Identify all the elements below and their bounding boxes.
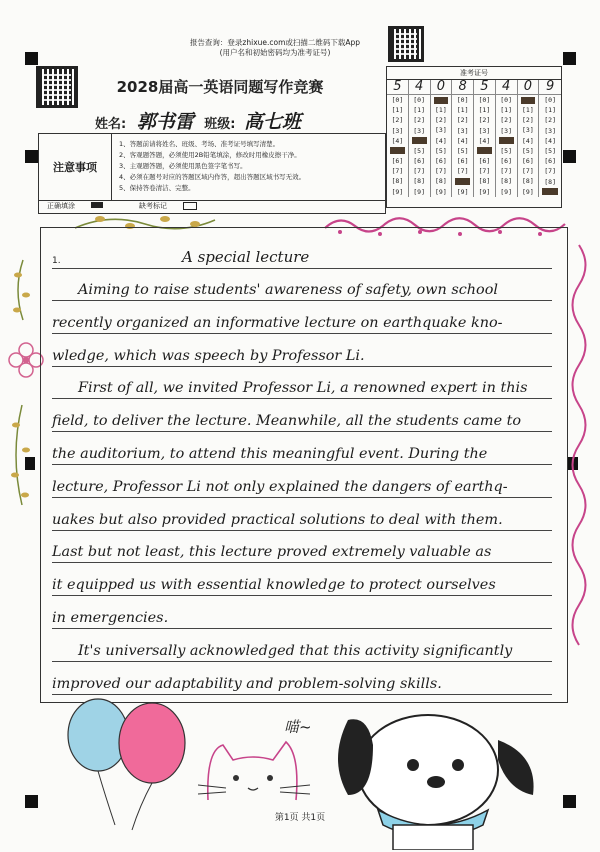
essay-line xyxy=(52,629,552,662)
answer-bubble: [2] xyxy=(544,116,556,125)
answer-bubble: [8] xyxy=(391,177,404,186)
vine-decoration xyxy=(6,400,38,510)
answer-bubble: [4] xyxy=(435,136,447,145)
answer-bubble: [1] xyxy=(413,106,425,115)
exam-id-digit: 5 xyxy=(387,80,408,95)
answer-bubble: [3] xyxy=(413,126,425,135)
answer-bubble: [8] xyxy=(456,177,469,185)
answer-bubble: [5] xyxy=(413,146,425,155)
answer-bubble: [1] xyxy=(456,106,469,115)
class-value: 高七班 xyxy=(244,111,302,133)
registration-mark xyxy=(25,795,38,808)
exam-id-grid xyxy=(387,80,561,197)
answer-bubble: [5] xyxy=(478,146,491,155)
registration-mark xyxy=(25,52,38,65)
dog-drawing xyxy=(318,700,568,850)
notice-item: 4、必须在题号对应的答题区域内作答，超出答题区域书写无效。 xyxy=(119,173,306,181)
registration-mark xyxy=(563,150,576,163)
answer-bubble: [7] xyxy=(456,167,469,176)
essay-line-text: field, to deliver the lecture. Meanwhile, all the students came to xyxy=(52,413,522,430)
answer-bubble: [9] xyxy=(500,187,512,196)
essay-line xyxy=(52,465,552,498)
name-label: 姓名: xyxy=(95,117,127,132)
essay-line xyxy=(52,268,552,301)
essay-title: A special lecture xyxy=(182,248,310,266)
notice-item: 5、保持答卷清洁、完整。 xyxy=(119,184,195,192)
essay-line-text: wledge, which was speech by Professor Li. xyxy=(52,347,365,364)
answer-bubble: [2] xyxy=(435,116,447,125)
answer-bubble: [1] xyxy=(500,106,512,115)
answer-bubble: [3] xyxy=(478,126,491,135)
pink-wave-border xyxy=(564,240,594,670)
answer-bubble: [3] xyxy=(522,126,534,135)
answer-bubble: [9] xyxy=(544,187,556,196)
essay-line xyxy=(52,301,552,334)
answer-bubble: [6] xyxy=(522,156,534,165)
answer-bubble: [4] xyxy=(500,136,512,145)
essay-title-line xyxy=(52,236,552,269)
name-row xyxy=(95,107,301,134)
answer-bubble: [5] xyxy=(544,146,556,155)
vine-decoration xyxy=(8,255,38,325)
essay-line-text: lecture, Professor Li not only explained the dangers of earthq- xyxy=(52,478,508,495)
exam-id-column xyxy=(474,80,496,197)
answer-bubble: [8] xyxy=(435,177,447,186)
answer-bubble: [9] xyxy=(522,187,534,196)
answer-bubble: [0] xyxy=(413,96,425,104)
answer-bubble: [0] xyxy=(500,96,512,104)
correct-fill-label: 正确填涂 xyxy=(47,202,75,210)
answer-bubble: [3] xyxy=(435,126,447,135)
answer-bubble: [3] xyxy=(456,126,469,135)
answer-bubble: [2] xyxy=(500,116,512,125)
exam-id-digit: 9 xyxy=(539,80,561,95)
answer-bubble: [9] xyxy=(391,187,404,196)
exam-id-column xyxy=(431,80,453,197)
answer-bubble: [0] xyxy=(522,95,534,104)
answer-bubble: [8] xyxy=(478,177,491,186)
answer-bubble: [9] xyxy=(478,187,491,196)
answer-bubble: [4] xyxy=(391,136,404,145)
meow-text: 喵~ xyxy=(284,718,312,736)
exam-title: 2028届高一英语同题写作竞赛 xyxy=(116,78,324,96)
answer-bubble: [4] xyxy=(478,136,491,145)
answer-bubble: [4] xyxy=(413,136,425,145)
class-label: 班级: xyxy=(204,117,236,132)
answer-bubble: [1] xyxy=(478,106,491,115)
answer-bubble: [7] xyxy=(522,167,534,176)
instruction-line: 报告查询：登录zhixue.com或扫描二维码下载App xyxy=(189,38,361,47)
exam-id-digit: 4 xyxy=(496,80,517,95)
answer-bubble: [1] xyxy=(544,106,556,115)
answer-bubble: [9] xyxy=(435,187,447,196)
cat-doodle xyxy=(198,730,313,820)
essay-line-text: in emergencies. xyxy=(52,610,169,626)
notice-item: 2、客观题答题，必须使用2B铅笔填涂，修改时用橡皮擦干净。 xyxy=(119,151,301,159)
name-value: 郭书雷 xyxy=(136,111,194,133)
essay-line xyxy=(52,399,552,432)
answer-bubble: [7] xyxy=(500,167,512,176)
registration-mark xyxy=(563,52,576,65)
answer-bubble: [4] xyxy=(522,136,534,145)
exam-id-column xyxy=(387,80,409,197)
answer-bubble: [5] xyxy=(391,146,404,155)
answer-bubble: [6] xyxy=(391,156,404,165)
answer-bubble: [0] xyxy=(478,96,491,104)
essay-line xyxy=(52,366,552,399)
qr-code-icon xyxy=(388,26,424,62)
exam-id-digit: 0 xyxy=(431,80,452,95)
answer-bubble: [1] xyxy=(435,106,447,114)
answer-bubble: [6] xyxy=(413,156,425,165)
notice-box xyxy=(38,133,386,201)
answer-bubble: [2] xyxy=(478,116,491,125)
exam-id-column xyxy=(452,80,474,197)
exam-id-label: 准考证号 xyxy=(387,67,561,80)
answer-bubble: [8] xyxy=(544,177,556,186)
answer-bubble: [8] xyxy=(500,177,512,186)
notice-item: 1、答题前请将姓名、班级、考场、准考证号填写清楚。 xyxy=(119,140,280,148)
exam-id-digit: 5 xyxy=(474,80,495,95)
answer-bubble: [6] xyxy=(544,157,556,166)
answer-bubble: [2] xyxy=(391,116,404,125)
essay-line xyxy=(52,530,552,563)
registration-mark xyxy=(25,150,38,163)
notice-list xyxy=(119,139,305,194)
answer-bubble: [2] xyxy=(522,116,534,125)
essay-line xyxy=(52,662,552,695)
answer-bubble: [0] xyxy=(435,95,447,104)
question-number: 1. xyxy=(52,256,61,266)
exam-id-digit: 0 xyxy=(518,80,539,95)
notice-item: 3、主观题答题，必须使用黑色签字笔书写。 xyxy=(119,162,247,170)
answer-bubble: [0] xyxy=(456,96,469,104)
essay-line xyxy=(52,334,552,367)
essay-line-text: First of all, we invited Professor Li, a renowned expert in this xyxy=(78,380,528,397)
answer-bubble: [8] xyxy=(413,177,425,186)
essay-line-text: Aiming to raise students' awareness of safety, own school xyxy=(78,282,498,298)
exam-id-column xyxy=(409,80,431,197)
answer-bubble: [6] xyxy=(456,157,469,166)
answer-bubble: [7] xyxy=(544,167,556,176)
essay-line-text: it equipped us with essential knowledge to protect ourselves xyxy=(52,577,496,594)
answer-bubble: [9] xyxy=(413,187,425,196)
answer-bubble: [1] xyxy=(391,106,404,115)
answer-bubble: [5] xyxy=(435,146,447,155)
answer-bubble: [6] xyxy=(435,156,447,165)
exam-id-column xyxy=(496,80,518,197)
essay-line xyxy=(52,596,552,629)
answer-bubble: [1] xyxy=(522,106,534,114)
answer-bubble: [9] xyxy=(456,187,469,196)
essay-line-text: It's universally acknowledged that this activity significantly xyxy=(78,642,513,659)
exam-id-digit: 4 xyxy=(409,80,430,95)
exam-id-box xyxy=(386,66,562,208)
answer-bubble: [2] xyxy=(456,116,469,125)
essay-line-text: recently organized an informative lecture on earthquake kno- xyxy=(52,314,503,331)
answer-bubble: [3] xyxy=(391,126,404,135)
instruction-text xyxy=(170,38,380,58)
page-number: 第1页 共1页 xyxy=(274,813,326,823)
answer-bubble: [0] xyxy=(391,96,404,104)
essay-line xyxy=(52,498,552,531)
notice-label: 注意事项 xyxy=(39,134,112,200)
absent-label: 缺考标记 xyxy=(139,202,167,210)
essay-line-text: improved our adaptability and problem-solving skills. xyxy=(52,675,442,692)
instruction-line: (用户名和初始密码均为准考证号) xyxy=(219,48,331,57)
answer-bubble: [5] xyxy=(456,146,469,155)
essay-line xyxy=(52,432,552,465)
exam-id-column xyxy=(539,80,561,197)
answer-bubble: [3] xyxy=(500,126,512,135)
answer-bubble: [4] xyxy=(544,136,556,145)
answer-bubble: [3] xyxy=(544,126,556,135)
essay-line-text: the auditorium, to attend this meaningful event. During the xyxy=(52,446,488,462)
exam-id-digit: 8 xyxy=(452,80,473,95)
essay-line-text: Last but not least, this lecture proved extremely valuable as xyxy=(52,544,492,561)
answer-bubble: [5] xyxy=(522,146,534,155)
answer-bubble: [2] xyxy=(413,116,425,125)
answer-bubble: [7] xyxy=(413,167,425,176)
answer-bubble: [7] xyxy=(478,167,491,176)
essay-line xyxy=(52,563,552,596)
essay-line-text: uakes but also provided practical solutions to deal with them. xyxy=(52,511,503,528)
answer-bubble: [6] xyxy=(500,156,512,165)
answer-bubble: [4] xyxy=(456,136,469,145)
answer-bubble: [7] xyxy=(391,167,404,176)
answer-bubble: [0] xyxy=(544,96,556,104)
answer-bubble: [8] xyxy=(522,177,534,186)
answer-bubble: [6] xyxy=(478,156,491,165)
answer-bubble: [5] xyxy=(500,146,512,155)
exam-id-column xyxy=(518,80,540,197)
answer-bubble: [7] xyxy=(435,167,447,176)
